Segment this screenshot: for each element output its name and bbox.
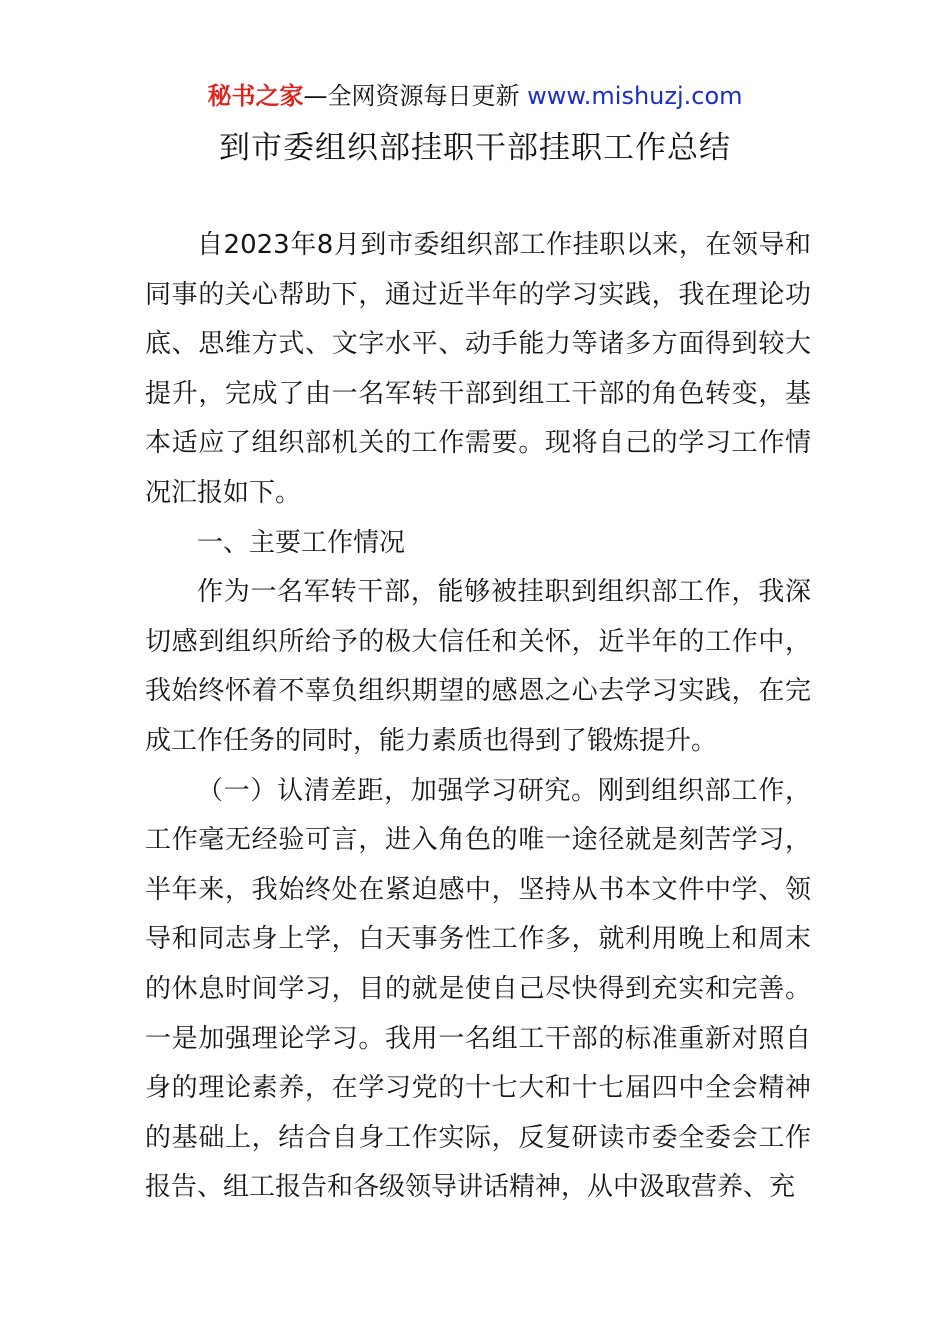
header-tagline: —全网资源每日更新 — [303, 82, 528, 110]
site-url-link[interactable]: www.mishuzj.com — [527, 82, 743, 110]
document-body — [145, 221, 811, 1213]
paragraph-subsection-one: （一）认清差距，加强学习研究。刚到组织部工作，工作毫无经验可言，进入角色的唯一途径就是刻苦学习，半年来，我始终处在紧迫感中，坚持从书本文件中学、领导和同志身上学，白天事务性工作多，就利用晚上和周末的休息时间学习，目的就是使自己尽快得到充实和完善。一是加强理论学习。我用一名组工干部的标准重新对照自身的理论素养，在学习党的十七大和十七届四中全会精神的基础上，结合自身工作实际，反复研读市委全委会工作报告、组工报告和各级领导讲话精神，从中汲取营养、充 — [145, 775, 811, 1203]
section-heading: 一、主要工作情况 — [197, 527, 406, 558]
paragraph-overview: 作为一名军转干部，能够被挂职到组织部工作，我深切感到组织所给予的极大信任和关怀，近半年的工作中，我始终怀着不辜负组织期望的感恩之心去学习实践，在完成工作任务的同时，能力素质也得到了锻炼提升。 — [145, 577, 811, 756]
paragraph-intro: 自2023年8月到市委组织部工作挂职以来，在领导和同事的关心帮助下，通过近半年的学习实践，我在理论功底、思维方式、文字水平、动手能力等诸多方面得到较大提升，完成了由一名军转干部到组工干部的角色转变，基本适应了组织部机关的工作需要。现将自己的学习工作情况汇报如下。 — [145, 230, 811, 508]
site-header — [0, 80, 950, 112]
brand-name: 秘书之家 — [207, 82, 304, 110]
document-title: 到市委组织部挂职干部挂职工作总结 — [219, 130, 731, 166]
